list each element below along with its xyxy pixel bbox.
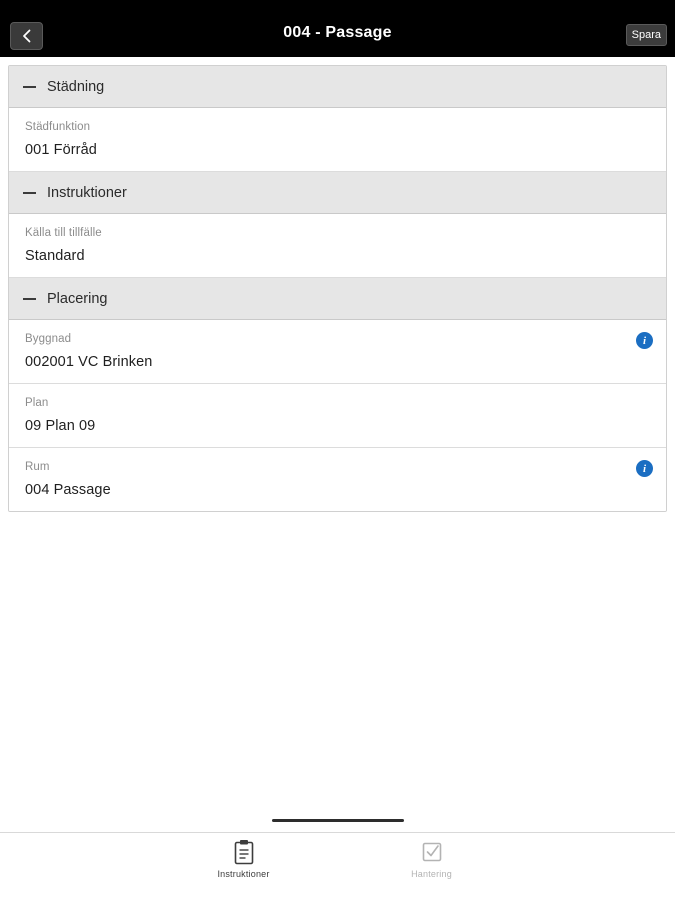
tab-label: Instruktioner	[217, 869, 270, 879]
field-row-stadfunktion[interactable]	[9, 108, 666, 172]
field-row-plan[interactable]	[9, 384, 666, 448]
section-header-stadning[interactable]	[9, 66, 666, 108]
field-value: 004 Passage	[25, 482, 111, 498]
field-value: Standard	[25, 248, 85, 264]
save-button[interactable]: Spara	[626, 24, 667, 46]
section-title: Städning	[47, 78, 105, 95]
clipboard-icon	[233, 839, 255, 865]
minus-icon	[23, 86, 36, 88]
tab-instruktioner[interactable]	[189, 839, 299, 879]
top-navigation-bar	[0, 0, 675, 57]
field-label: Källa till tillfälle	[25, 227, 102, 239]
field-row-rum[interactable]	[9, 448, 666, 511]
field-value: 002001 VC Brinken	[25, 354, 153, 370]
checkbox-icon	[420, 839, 444, 865]
field-row-byggnad[interactable]	[9, 320, 666, 384]
chevron-left-icon	[22, 29, 32, 43]
field-value: 001 Förråd	[25, 142, 97, 158]
form-content	[0, 57, 675, 832]
info-icon[interactable]: i	[636, 332, 653, 349]
field-label: Rum	[25, 461, 50, 473]
minus-icon	[23, 192, 36, 194]
page-title: 004 - Passage	[283, 24, 392, 41]
form-card	[8, 65, 667, 512]
info-icon[interactable]: i	[636, 460, 653, 477]
field-label: Städfunktion	[25, 121, 91, 133]
back-button[interactable]	[10, 22, 43, 50]
field-row-kalla-till-tillfalle[interactable]	[9, 214, 666, 278]
field-label: Plan	[25, 397, 49, 409]
section-header-instruktioner[interactable]	[9, 172, 666, 214]
section-title: Placering	[47, 290, 108, 307]
field-value: 09 Plan 09	[25, 418, 96, 434]
tab-label: Hantering	[411, 869, 452, 879]
bottom-tab-bar	[0, 832, 675, 900]
section-title: Instruktioner	[47, 184, 127, 201]
tab-hantering[interactable]	[377, 839, 487, 879]
minus-icon	[23, 298, 36, 300]
field-label: Byggnad	[25, 333, 72, 345]
section-header-placering[interactable]	[9, 278, 666, 320]
home-indicator	[272, 819, 404, 822]
